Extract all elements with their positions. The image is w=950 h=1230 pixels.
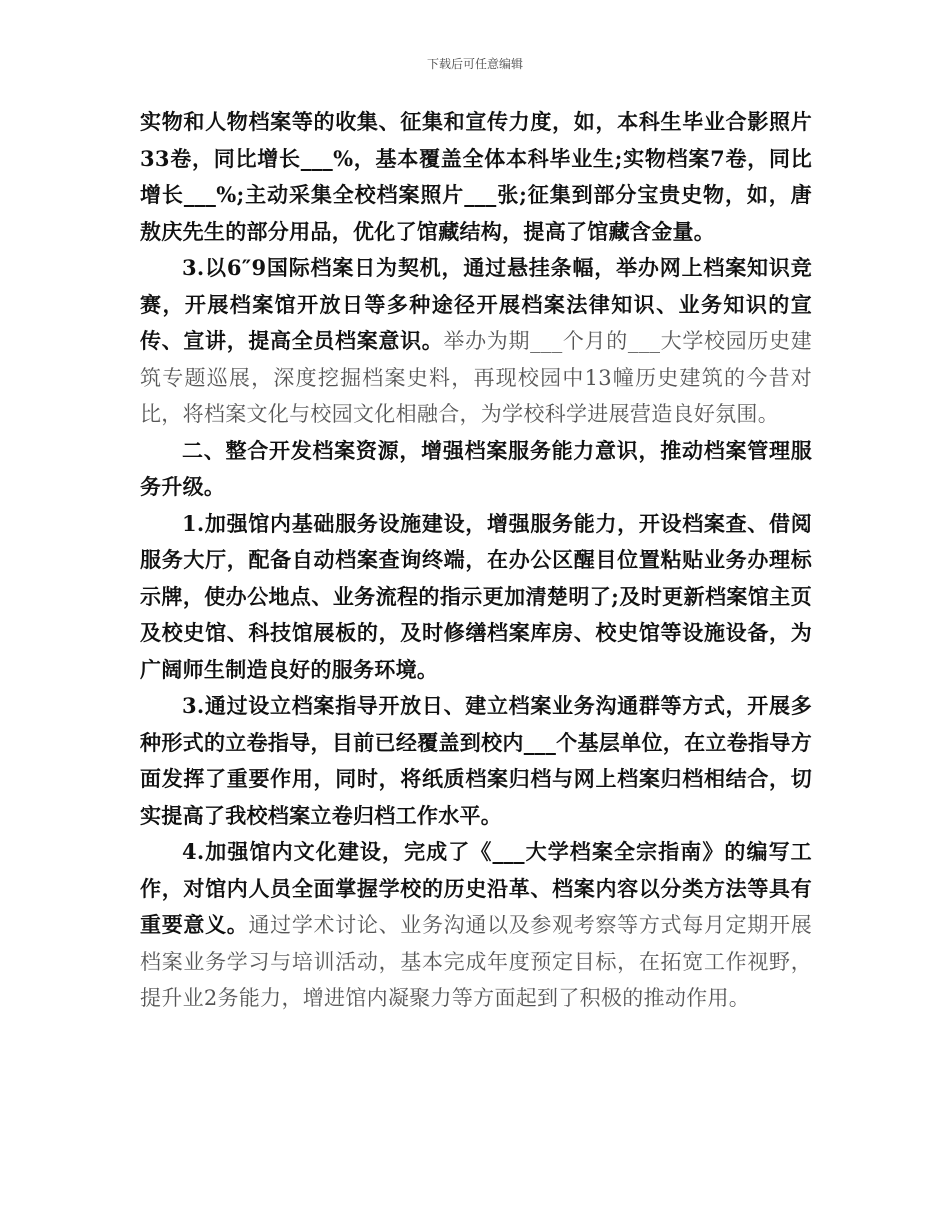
paragraph-text: 1.加强馆内基础服务设施建设，增强服务能力，开设档案查、借阅服务大厅，配备自动档案查询终端，在办公区醒目位置粘贴业务办理标示牌，使办公地点、业务流程的指示更加清楚明了;及时更新档案馆主页及校史馆、科技馆展板的，及时修缮档案库房、校史馆等设施设备，为广阔师生制造良好的服务环境。: [140, 510, 812, 682]
paragraph-text-light: 举办为期___个月的___大学校园历史建筑专题巡展，深度挖掘档案史料，再现校园中13幢历史建筑的今昔对比，将档案文化与校园文化相融合，为学校科学进展营造良好氛围。: [140, 329, 813, 426]
document-body: [140, 104, 812, 1017]
paragraph-text: 实物和人物档案等的收集、征集和宣传力度，如，本科生毕业合影照片33卷，同比增长___%，基本覆盖全体本科毕业生;实物档案7卷，同比增长___%;主动采集全校档案照片___张;征集到部分宝贵史物，如，唐敖庆先生的部分用品，优化了馆藏结构，提高了馆藏含金量。: [140, 109, 812, 244]
paragraph-collection-efforts: [140, 104, 812, 250]
section-heading-two: [140, 433, 812, 506]
paragraph-filing-guidance: [140, 688, 812, 834]
paragraph-text: 3.以6″9国际档案日为契机，通过悬挂条幅，举办网上档案知识竞赛，开展档案馆开放日等多种途径开展档案法律知识、业务知识的宣传、宣讲，提高全员档案意识。: [140, 255, 812, 353]
paragraph-text: 4.加强馆内文化建设，完成了《___大学档案全宗指南》的编写工作，对馆内人员全面掌握学校的历史沿革、档案内容以分类方法等具有重要意义。: [140, 839, 812, 937]
paragraph-text-light: 通过学术讨论、业务沟通以及参观考察等方式每月定期开展档案业务学习与培训活动，基本完成年度预定目标，在拓宽工作视野，提升业2务能力，增进馆内凝聚力等方面起到了积极的推动作用。: [140, 913, 812, 1010]
paragraph-archives-day: [140, 250, 812, 433]
section-heading-text: 二、整合开发档案资源，增强档案服务能力意识，推动档案管理服务升级。: [140, 437, 812, 499]
paragraph-culture-building: [140, 834, 812, 1017]
paragraph-service-facilities: [140, 506, 812, 689]
page-header: 下载后可任意编辑: [426, 57, 523, 71]
paragraph-text: 3.通过设立档案指导开放日、建立档案业务沟通群等方式，开展多种形式的立卷指导，目前已经覆盖到校内___个基层单位，在立卷指导方面发挥了重要作用，同时，将纸质档案归档与网上档案归档相结合，切实提高了我校档案立卷归档工作水平。: [140, 693, 812, 828]
